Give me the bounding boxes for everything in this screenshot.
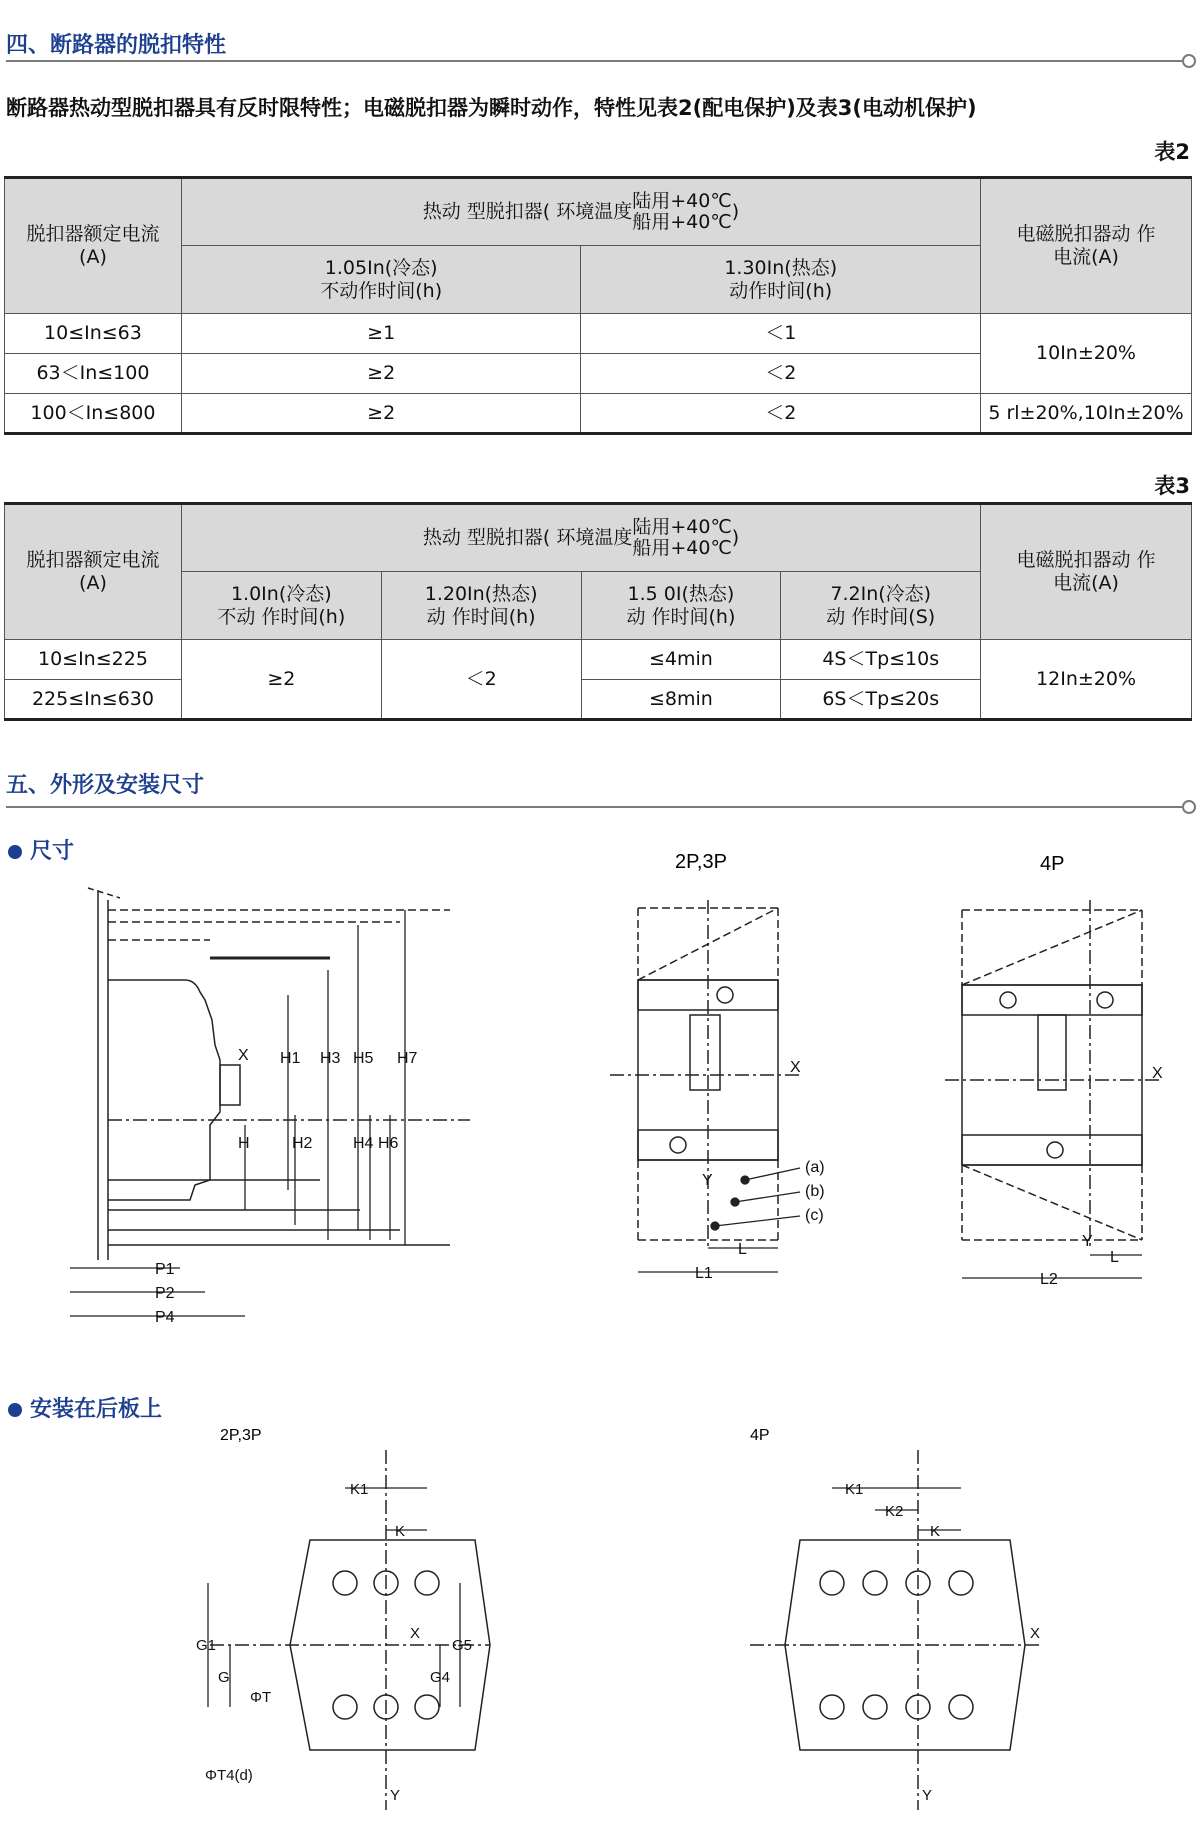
label-l: L [738,1241,747,1258]
mount-4p-drawing [740,1420,1080,1820]
mount-k: K [395,1523,406,1540]
label-front-y: Y [702,1172,713,1189]
section-4-rule [6,60,1182,62]
label-4p-x: X [1152,1065,1163,1082]
table2-cell-magnetic: 10In±20% [981,314,1192,394]
label-a: (a) [805,1159,825,1176]
section-4-rule-end [1182,54,1196,68]
label-4p-y: Y [1082,1233,1093,1250]
table-row [5,314,1192,354]
label-b: (b) [805,1183,825,1200]
table2-cell-magnetic: 5 rl±20%,10In±20% [981,394,1192,434]
label-p1: P1 [155,1261,175,1278]
label-2p3p: 2P,3P [675,851,727,873]
table2-caption: 表2 [1154,140,1190,164]
label-h2: H2 [292,1135,313,1152]
mount-phi-t: ΦT [250,1689,272,1706]
label-h4: H4 [353,1135,374,1152]
table2-col-thermal: 热动 型脱扣器( 环境温度陆用+40℃ 船用+40℃) [181,178,980,246]
mount-4p-x: X [1030,1625,1041,1642]
table3-cell-range: 10≤In≤225 [5,640,182,680]
label-l2: L2 [1040,1271,1058,1288]
front-view-4p [940,840,1190,1300]
mount-phi-t4: ΦT4(d) [205,1767,253,1784]
table2-cell-range: 10≤In≤63 [5,314,182,354]
table3-cell-t4: 6S＜Tp≤20s [781,680,981,720]
mount-4p-k1: K1 [845,1481,864,1498]
bullet-icon [8,1403,22,1417]
label-x: X [238,1047,249,1064]
table3-sub-3: 1.5 0I(热态) 动 作时间(h) [581,572,781,640]
table3-cell-t3: ≤4min [581,640,781,680]
mount-y: Y [390,1787,401,1804]
section-4-intro: 断路器热动型脱扣器具有反时限特性；电磁脱扣器为瞬时动作，特性见表2(配电保护)及表3(电动机保护) [6,96,977,120]
label-h3: H3 [320,1050,341,1067]
table2-cell-nontrip: ≥2 [181,354,581,394]
label-c: (c) [805,1207,824,1224]
table2-cell-trip: ＜2 [581,394,981,434]
label-h6: H6 [378,1135,399,1152]
mount-4p-k: K [930,1523,941,1540]
section-5-rule [6,806,1182,808]
table3-col-rated: 脱扣器额定电流 (A) [5,504,182,640]
section-5-rule-end [1182,800,1196,814]
mount-x: X [410,1625,421,1642]
mount-k1: K1 [350,1481,369,1498]
table2-sub-trip: 1.30In(热态) 动作时间(h) [581,246,981,314]
section-4-title: 四、断路器的脱扣特性 [6,33,227,58]
mount-4p-k2: K2 [885,1503,904,1520]
mount-label-4p: 4P [750,1427,770,1444]
table2-cell-range: 63＜In≤100 [5,354,182,394]
mount-heading: 安装在后板上 [8,1392,162,1423]
table2-sub-nontrip: 1.05In(冷态) 不动作时间(h) [181,246,581,314]
label-h1: H1 [280,1050,301,1067]
mount-4p-y: Y [922,1787,933,1804]
table2-cell-nontrip: ≥1 [181,314,581,354]
mount-label-2p3p: 2P,3P [220,1427,262,1444]
label-4p-l: L [1110,1249,1119,1266]
mount-g5: G5 [452,1637,473,1654]
table3-caption: 表3 [1154,474,1190,498]
table3-sub-4: 7.2In(冷态) 动 作时间(S) [781,572,981,640]
table3-cell-magnetic: 12In±20% [981,640,1192,720]
section-5-title: 五、外形及安装尺寸 [6,773,205,798]
label-l1: L1 [695,1265,713,1282]
table2-cell-nontrip: ≥2 [181,394,581,434]
table3-cell-trip: ＜2 [381,640,581,720]
table2-cell-trip: ＜1 [581,314,981,354]
table3-cell-nontrip: ≥2 [181,640,381,720]
table3-sub-2: 1.20In(热态) 动 作时间(h) [381,572,581,640]
table2-col-magnetic: 电磁脱扣器动 作 电流(A) [981,178,1192,314]
table3-cell-t3: ≤8min [581,680,781,720]
table3-col-thermal: 热动 型脱扣器( 环境温度陆用+40℃ 船用+40℃) [181,504,980,572]
mount-g: G [218,1669,230,1686]
label-p4: P4 [155,1309,175,1326]
mount-2p3p-drawing [190,1420,590,1820]
label-4p: 4P [1040,853,1065,875]
table3-sub-1: 1.0In(冷态) 不动 作时间(h) [181,572,381,640]
bullet-icon [8,845,22,859]
mount-g1: G1 [196,1637,217,1654]
table3-cell-range: 225≤In≤630 [5,680,182,720]
table-row [5,394,1192,434]
table2-col-rated: 脱扣器额定电流 (A) [5,178,182,314]
label-front-x: X [790,1059,801,1076]
label-p2: P2 [155,1285,175,1302]
table3-col-magnetic: 电磁脱扣器动 作 电流(A) [981,504,1192,640]
mount-g4: G4 [430,1669,451,1686]
side-view-drawing [70,880,470,1340]
label-h: H [238,1135,250,1152]
table2-cell-trip: ＜2 [581,354,981,394]
table3 [4,502,1192,721]
table2 [4,176,1192,435]
table-row [5,640,1192,680]
front-view-2p3p [600,840,870,1300]
table2-cell-range: 100＜In≤800 [5,394,182,434]
label-h5: H5 [353,1050,374,1067]
table3-cell-t4: 4S＜Tp≤10s [781,640,981,680]
dims-heading: 尺寸 [8,834,74,865]
label-h7: H7 [397,1050,418,1067]
